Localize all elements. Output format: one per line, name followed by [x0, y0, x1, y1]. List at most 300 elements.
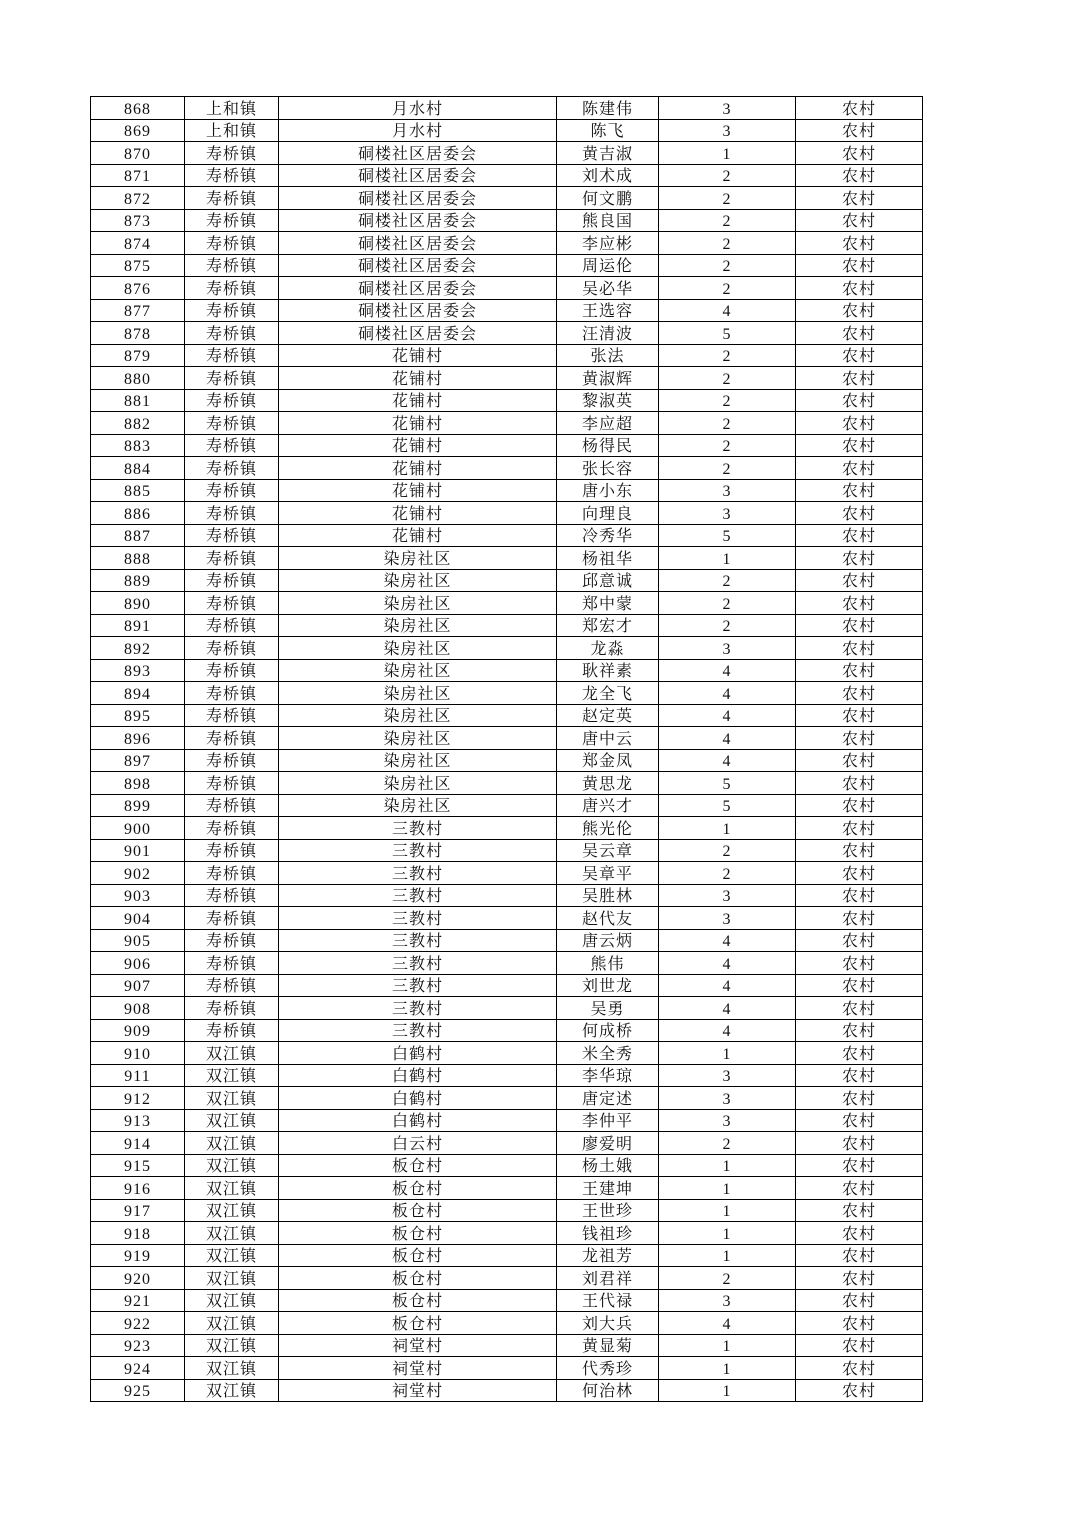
count-cell: 4: [659, 952, 796, 975]
count-cell: 2: [659, 164, 796, 187]
village-cell: 三教村: [279, 929, 557, 952]
count-cell: 1: [659, 1334, 796, 1357]
village-cell: 花铺村: [279, 502, 557, 525]
category-cell: 农村: [796, 794, 923, 817]
category-cell: 农村: [796, 1267, 923, 1290]
village-cell: 染房社区: [279, 547, 557, 570]
count-cell: 3: [659, 1064, 796, 1087]
category-cell: 农村: [796, 1064, 923, 1087]
row-number-cell: 901: [91, 839, 185, 862]
town-cell: 双江镇: [185, 1109, 279, 1132]
row-number-cell: 871: [91, 164, 185, 187]
count-cell: 2: [659, 457, 796, 480]
row-number-cell: 880: [91, 367, 185, 390]
village-cell: 板仓村: [279, 1267, 557, 1290]
village-cell: 硐楼社区居委会: [279, 187, 557, 210]
name-cell: 唐兴才: [557, 794, 659, 817]
category-cell: 农村: [796, 1199, 923, 1222]
count-cell: 1: [659, 1222, 796, 1245]
table-row: [91, 974, 923, 997]
name-cell: 陈建伟: [557, 97, 659, 120]
category-cell: 农村: [796, 434, 923, 457]
category-cell: 农村: [796, 682, 923, 705]
category-cell: 农村: [796, 1244, 923, 1267]
table-row: [91, 862, 923, 885]
name-cell: 代秀珍: [557, 1357, 659, 1380]
table-row: [91, 367, 923, 390]
village-cell: 花铺村: [279, 367, 557, 390]
town-cell: 双江镇: [185, 1379, 279, 1402]
town-cell: 上和镇: [185, 119, 279, 142]
town-cell: 寿桥镇: [185, 277, 279, 300]
count-cell: 3: [659, 1087, 796, 1110]
category-cell: 农村: [796, 502, 923, 525]
table-row: [91, 299, 923, 322]
name-cell: 熊伟: [557, 952, 659, 975]
table-row: [91, 772, 923, 795]
village-cell: 花铺村: [279, 524, 557, 547]
name-cell: 米全秀: [557, 1042, 659, 1065]
town-cell: 双江镇: [185, 1312, 279, 1335]
table-row: [91, 1244, 923, 1267]
name-cell: 钱祖珍: [557, 1222, 659, 1245]
count-cell: 4: [659, 299, 796, 322]
table-row: [91, 254, 923, 277]
table-row: [91, 794, 923, 817]
count-cell: 2: [659, 254, 796, 277]
village-cell: 白鹤村: [279, 1109, 557, 1132]
table-row: [91, 1267, 923, 1290]
count-cell: 5: [659, 524, 796, 547]
name-cell: 李应彬: [557, 232, 659, 255]
village-cell: 花铺村: [279, 479, 557, 502]
category-cell: 农村: [796, 1087, 923, 1110]
category-cell: 农村: [796, 592, 923, 615]
row-number-cell: 913: [91, 1109, 185, 1132]
name-cell: 黄显菊: [557, 1334, 659, 1357]
name-cell: 杨土娥: [557, 1154, 659, 1177]
town-cell: 寿桥镇: [185, 817, 279, 840]
count-cell: 2: [659, 614, 796, 637]
town-cell: 寿桥镇: [185, 164, 279, 187]
village-cell: 硐楼社区居委会: [279, 277, 557, 300]
count-cell: 2: [659, 412, 796, 435]
table-row: [91, 659, 923, 682]
town-cell: 寿桥镇: [185, 547, 279, 570]
row-number-cell: 924: [91, 1357, 185, 1380]
count-cell: 2: [659, 592, 796, 615]
name-cell: 周运伦: [557, 254, 659, 277]
count-cell: 3: [659, 907, 796, 930]
town-cell: 寿桥镇: [185, 704, 279, 727]
village-cell: 板仓村: [279, 1289, 557, 1312]
row-number-cell: 891: [91, 614, 185, 637]
count-cell: 1: [659, 1199, 796, 1222]
village-cell: 花铺村: [279, 457, 557, 480]
name-cell: 向理良: [557, 502, 659, 525]
count-cell: 1: [659, 1379, 796, 1402]
town-cell: 寿桥镇: [185, 794, 279, 817]
town-cell: 寿桥镇: [185, 434, 279, 457]
town-cell: 寿桥镇: [185, 457, 279, 480]
count-cell: 2: [659, 344, 796, 367]
table-row: [91, 1312, 923, 1335]
town-cell: 双江镇: [185, 1267, 279, 1290]
category-cell: 农村: [796, 1312, 923, 1335]
name-cell: 吴勇: [557, 997, 659, 1020]
table-row: [91, 907, 923, 930]
row-number-cell: 892: [91, 637, 185, 660]
village-cell: 板仓村: [279, 1199, 557, 1222]
town-cell: 寿桥镇: [185, 862, 279, 885]
row-number-cell: 907: [91, 974, 185, 997]
count-cell: 2: [659, 277, 796, 300]
table-row: [91, 209, 923, 232]
town-cell: 双江镇: [185, 1199, 279, 1222]
town-cell: 寿桥镇: [185, 209, 279, 232]
category-cell: 农村: [796, 97, 923, 120]
row-number-cell: 906: [91, 952, 185, 975]
village-cell: 白鹤村: [279, 1087, 557, 1110]
category-cell: 农村: [796, 209, 923, 232]
village-cell: 花铺村: [279, 389, 557, 412]
village-cell: 硐楼社区居委会: [279, 254, 557, 277]
count-cell: 3: [659, 119, 796, 142]
name-cell: 熊良国: [557, 209, 659, 232]
name-cell: 王代禄: [557, 1289, 659, 1312]
row-number-cell: 912: [91, 1087, 185, 1110]
town-cell: 寿桥镇: [185, 614, 279, 637]
count-cell: 1: [659, 1042, 796, 1065]
row-number-cell: 876: [91, 277, 185, 300]
row-number-cell: 878: [91, 322, 185, 345]
row-number-cell: 903: [91, 884, 185, 907]
town-cell: 双江镇: [185, 1357, 279, 1380]
category-cell: 农村: [796, 772, 923, 795]
village-cell: 三教村: [279, 862, 557, 885]
category-cell: 农村: [796, 119, 923, 142]
name-cell: 唐云炳: [557, 929, 659, 952]
village-cell: 硐楼社区居委会: [279, 322, 557, 345]
name-cell: 唐定述: [557, 1087, 659, 1110]
category-cell: 农村: [796, 1154, 923, 1177]
category-cell: 农村: [796, 299, 923, 322]
name-cell: 黎淑英: [557, 389, 659, 412]
row-number-cell: 919: [91, 1244, 185, 1267]
village-cell: 三教村: [279, 997, 557, 1020]
name-cell: 刘大兵: [557, 1312, 659, 1335]
village-cell: 三教村: [279, 839, 557, 862]
town-cell: 双江镇: [185, 1177, 279, 1200]
town-cell: 寿桥镇: [185, 344, 279, 367]
count-cell: 3: [659, 637, 796, 660]
category-cell: 农村: [796, 1132, 923, 1155]
table-row: [91, 682, 923, 705]
category-cell: 农村: [796, 142, 923, 165]
name-cell: 何成桥: [557, 1019, 659, 1042]
town-cell: 寿桥镇: [185, 907, 279, 930]
town-cell: 寿桥镇: [185, 749, 279, 772]
count-cell: 2: [659, 187, 796, 210]
name-cell: 刘世龙: [557, 974, 659, 997]
table-row: [91, 884, 923, 907]
name-cell: 冷秀华: [557, 524, 659, 547]
category-cell: 农村: [796, 1042, 923, 1065]
count-cell: 3: [659, 1109, 796, 1132]
table-row: [91, 929, 923, 952]
village-cell: 三教村: [279, 817, 557, 840]
village-cell: 染房社区: [279, 637, 557, 660]
roster-table-body: [91, 97, 923, 1402]
town-cell: 寿桥镇: [185, 367, 279, 390]
town-cell: 寿桥镇: [185, 772, 279, 795]
name-cell: 龙祖芳: [557, 1244, 659, 1267]
count-cell: 1: [659, 817, 796, 840]
village-cell: 花铺村: [279, 412, 557, 435]
town-cell: 寿桥镇: [185, 839, 279, 862]
table-row: [91, 389, 923, 412]
town-cell: 双江镇: [185, 1334, 279, 1357]
village-cell: 板仓村: [279, 1312, 557, 1335]
name-cell: 龙淼: [557, 637, 659, 660]
town-cell: 双江镇: [185, 1244, 279, 1267]
name-cell: 吴胜林: [557, 884, 659, 907]
row-number-cell: 898: [91, 772, 185, 795]
town-cell: 寿桥镇: [185, 637, 279, 660]
count-cell: 3: [659, 502, 796, 525]
name-cell: 李仲平: [557, 1109, 659, 1132]
town-cell: 双江镇: [185, 1064, 279, 1087]
count-cell: 1: [659, 1154, 796, 1177]
category-cell: 农村: [796, 547, 923, 570]
name-cell: 刘术成: [557, 164, 659, 187]
name-cell: 王选容: [557, 299, 659, 322]
table-row: [91, 637, 923, 660]
category-cell: 农村: [796, 322, 923, 345]
village-cell: 硐楼社区居委会: [279, 232, 557, 255]
name-cell: 吴章平: [557, 862, 659, 885]
village-cell: 三教村: [279, 952, 557, 975]
name-cell: 李应超: [557, 412, 659, 435]
row-number-cell: 870: [91, 142, 185, 165]
name-cell: 龙全飞: [557, 682, 659, 705]
count-cell: 2: [659, 367, 796, 390]
row-number-cell: 868: [91, 97, 185, 120]
row-number-cell: 900: [91, 817, 185, 840]
row-number-cell: 882: [91, 412, 185, 435]
category-cell: 农村: [796, 1177, 923, 1200]
table-row: [91, 547, 923, 570]
name-cell: 汪清波: [557, 322, 659, 345]
row-number-cell: 925: [91, 1379, 185, 1402]
village-cell: 三教村: [279, 907, 557, 930]
table-row: [91, 1154, 923, 1177]
town-cell: 寿桥镇: [185, 389, 279, 412]
village-cell: 染房社区: [279, 659, 557, 682]
table-row: [91, 524, 923, 547]
name-cell: 陈飞: [557, 119, 659, 142]
name-cell: 熊光伦: [557, 817, 659, 840]
village-cell: 染房社区: [279, 569, 557, 592]
town-cell: 寿桥镇: [185, 502, 279, 525]
roster-table: [90, 96, 923, 1402]
name-cell: 唐小东: [557, 479, 659, 502]
count-cell: 2: [659, 209, 796, 232]
category-cell: 农村: [796, 479, 923, 502]
town-cell: 寿桥镇: [185, 524, 279, 547]
row-number-cell: 904: [91, 907, 185, 930]
town-cell: 寿桥镇: [185, 142, 279, 165]
count-cell: 5: [659, 772, 796, 795]
village-cell: 祠堂村: [279, 1334, 557, 1357]
category-cell: 农村: [796, 1357, 923, 1380]
count-cell: 3: [659, 97, 796, 120]
count-cell: 1: [659, 1177, 796, 1200]
town-cell: 双江镇: [185, 1087, 279, 1110]
row-number-cell: 908: [91, 997, 185, 1020]
row-number-cell: 914: [91, 1132, 185, 1155]
village-cell: 染房社区: [279, 614, 557, 637]
row-number-cell: 890: [91, 592, 185, 615]
village-cell: 染房社区: [279, 749, 557, 772]
row-number-cell: 922: [91, 1312, 185, 1335]
village-cell: 祠堂村: [279, 1357, 557, 1380]
category-cell: 农村: [796, 907, 923, 930]
village-cell: 三教村: [279, 884, 557, 907]
row-number-cell: 902: [91, 862, 185, 885]
town-cell: 寿桥镇: [185, 232, 279, 255]
name-cell: 邱意诚: [557, 569, 659, 592]
row-number-cell: 893: [91, 659, 185, 682]
table-row: [91, 1019, 923, 1042]
town-cell: 寿桥镇: [185, 997, 279, 1020]
village-cell: 白鹤村: [279, 1064, 557, 1087]
category-cell: 农村: [796, 367, 923, 390]
village-cell: 板仓村: [279, 1177, 557, 1200]
row-number-cell: 905: [91, 929, 185, 952]
name-cell: 杨祖华: [557, 547, 659, 570]
row-number-cell: 884: [91, 457, 185, 480]
count-cell: 4: [659, 1019, 796, 1042]
table-row: [91, 187, 923, 210]
table-row: [91, 1087, 923, 1110]
town-cell: 寿桥镇: [185, 412, 279, 435]
table-row: [91, 839, 923, 862]
row-number-cell: 909: [91, 1019, 185, 1042]
category-cell: 农村: [796, 344, 923, 367]
table-row: [91, 749, 923, 772]
name-cell: 黄淑辉: [557, 367, 659, 390]
category-cell: 农村: [796, 1334, 923, 1357]
table-row: [91, 1199, 923, 1222]
name-cell: 耿祥素: [557, 659, 659, 682]
town-cell: 寿桥镇: [185, 187, 279, 210]
name-cell: 杨得民: [557, 434, 659, 457]
village-cell: 三教村: [279, 1019, 557, 1042]
name-cell: 郑金凤: [557, 749, 659, 772]
town-cell: 上和镇: [185, 97, 279, 120]
row-number-cell: 920: [91, 1267, 185, 1290]
name-cell: 赵代友: [557, 907, 659, 930]
village-cell: 染房社区: [279, 772, 557, 795]
table-row: [91, 1334, 923, 1357]
table-row: [91, 1379, 923, 1402]
village-cell: 白鹤村: [279, 1042, 557, 1065]
town-cell: 寿桥镇: [185, 1019, 279, 1042]
row-number-cell: 887: [91, 524, 185, 547]
count-cell: 2: [659, 434, 796, 457]
town-cell: 寿桥镇: [185, 299, 279, 322]
table-row: [91, 569, 923, 592]
row-number-cell: 897: [91, 749, 185, 772]
name-cell: 何治林: [557, 1379, 659, 1402]
table-row: [91, 232, 923, 255]
count-cell: 1: [659, 1244, 796, 1267]
row-number-cell: 917: [91, 1199, 185, 1222]
name-cell: 张长容: [557, 457, 659, 480]
table-row: [91, 457, 923, 480]
village-cell: 板仓村: [279, 1154, 557, 1177]
table-row: [91, 1289, 923, 1312]
category-cell: 农村: [796, 254, 923, 277]
table-row: [91, 119, 923, 142]
row-number-cell: 883: [91, 434, 185, 457]
village-cell: 硐楼社区居委会: [279, 164, 557, 187]
category-cell: 农村: [796, 749, 923, 772]
town-cell: 寿桥镇: [185, 569, 279, 592]
count-cell: 2: [659, 839, 796, 862]
row-number-cell: 875: [91, 254, 185, 277]
table-row: [91, 1357, 923, 1380]
count-cell: 1: [659, 1357, 796, 1380]
category-cell: 农村: [796, 524, 923, 547]
row-number-cell: 895: [91, 704, 185, 727]
category-cell: 农村: [796, 637, 923, 660]
table-row: [91, 1109, 923, 1132]
table-row: [91, 592, 923, 615]
row-number-cell: 911: [91, 1064, 185, 1087]
village-cell: 硐楼社区居委会: [279, 142, 557, 165]
category-cell: 农村: [796, 389, 923, 412]
name-cell: 何文鹏: [557, 187, 659, 210]
town-cell: 寿桥镇: [185, 884, 279, 907]
count-cell: 4: [659, 929, 796, 952]
row-number-cell: 918: [91, 1222, 185, 1245]
row-number-cell: 889: [91, 569, 185, 592]
category-cell: 农村: [796, 277, 923, 300]
table-row: [91, 1222, 923, 1245]
category-cell: 农村: [796, 659, 923, 682]
count-cell: 4: [659, 997, 796, 1020]
town-cell: 双江镇: [185, 1289, 279, 1312]
row-number-cell: 916: [91, 1177, 185, 1200]
count-cell: 4: [659, 682, 796, 705]
count-cell: 4: [659, 704, 796, 727]
name-cell: 廖爱明: [557, 1132, 659, 1155]
count-cell: 2: [659, 1267, 796, 1290]
table-row: [91, 727, 923, 750]
table-row: [91, 142, 923, 165]
town-cell: 寿桥镇: [185, 479, 279, 502]
category-cell: 农村: [796, 232, 923, 255]
name-cell: 张法: [557, 344, 659, 367]
row-number-cell: 886: [91, 502, 185, 525]
count-cell: 2: [659, 862, 796, 885]
town-cell: 寿桥镇: [185, 254, 279, 277]
village-cell: 花铺村: [279, 434, 557, 457]
name-cell: 郑中蒙: [557, 592, 659, 615]
table-row: [91, 97, 923, 120]
